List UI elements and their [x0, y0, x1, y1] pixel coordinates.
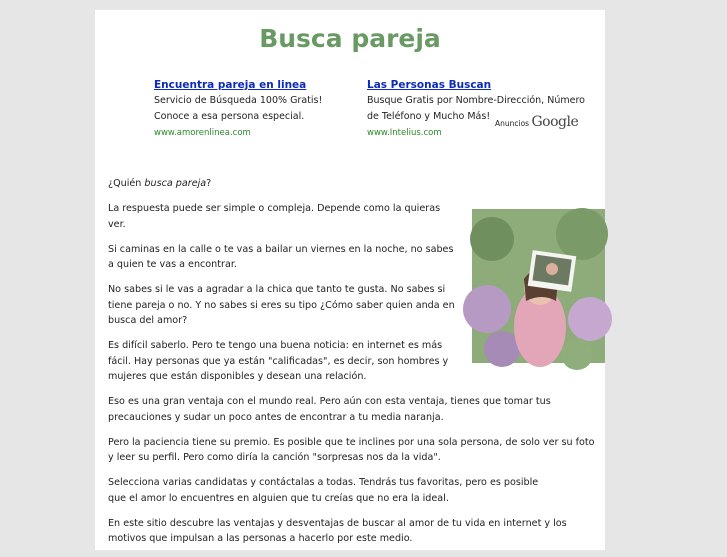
intro-emphasis: busca pareja	[144, 178, 207, 189]
paragraph-intro	[108, 176, 608, 191]
paragraph: Si caminas en la calle o te vas a bailar un viernes en la noche, no sabes a quien te vas a encontrar.	[108, 243, 454, 271]
paragraph: No sabes si le vas a agradar a la chica que tanto te gusta. No sabes si tiene pareja o no. Y no sabes si eres su tipo ¿Cómo saber quien anda en busca del amor?	[108, 284, 455, 327]
paragraph: La respuesta puede ser simple o compleja. Depende como la quieras ver.	[108, 203, 441, 230]
ads-attribution[interactable]	[495, 114, 578, 130]
paragraph: Selecciona varias candidatas y contáctalas a todas. Tendrás tus favoritas, pero es posible que el amor lo encuentres en alguien que tu creías que no era la ideal.	[108, 477, 539, 504]
paragraph: Pero la paciencia tiene su premio. Es posible que te inclines por una sola persona, de solo ver su foto y leer su perfil. Pero como diría la canción "sorpresas nos da la vida".	[108, 436, 595, 464]
intro-text: ¿Quién	[108, 178, 145, 189]
article-body	[108, 176, 608, 557]
paragraph: En este sitio descubre las ventajas y desventajas de buscar al amor de tu vida en internet y los motivos que impulsan a las personas a hacerlo por este medio.	[108, 518, 567, 545]
ad-description: Servicio de Búsqueda 100% Gratis! Conoce a esa persona especial.	[154, 95, 323, 122]
ad-item[interactable]	[154, 77, 360, 141]
ads-attribution-label: Anuncios	[495, 119, 530, 128]
intro-suffix: ?	[206, 178, 212, 189]
google-logo: Google	[531, 114, 579, 130]
paragraph: Eso es una gran ventaja con el mundo real. Pero aún con esta ventaja, tienes que tomar tus precauciones y sudar un poco antes de encontrar a tu media naranja.	[108, 396, 551, 423]
ad-url[interactable]: www.Intelius.com	[367, 128, 442, 138]
page-container	[95, 10, 605, 550]
ad-description: Busque Gratis por Nombre-Dirección, Número de Teléfono y Mucho Más!	[367, 95, 585, 122]
ad-title-link[interactable]: Encuentra pareja en linea	[154, 79, 307, 91]
page-title: Busca pareja	[259, 24, 441, 53]
ad-title-link[interactable]: Las Personas Buscan	[367, 79, 492, 91]
ad-item[interactable]	[367, 77, 585, 141]
paragraph: Es difícil saberlo. Pero te tengo una buena noticia: en internet es más fácil. Hay personas que ya están "calificadas", es decir, son hombres y mujeres que están disponibles y desean una relación.	[108, 340, 449, 382]
ad-url[interactable]: www.amorenlinea.com	[154, 128, 251, 138]
